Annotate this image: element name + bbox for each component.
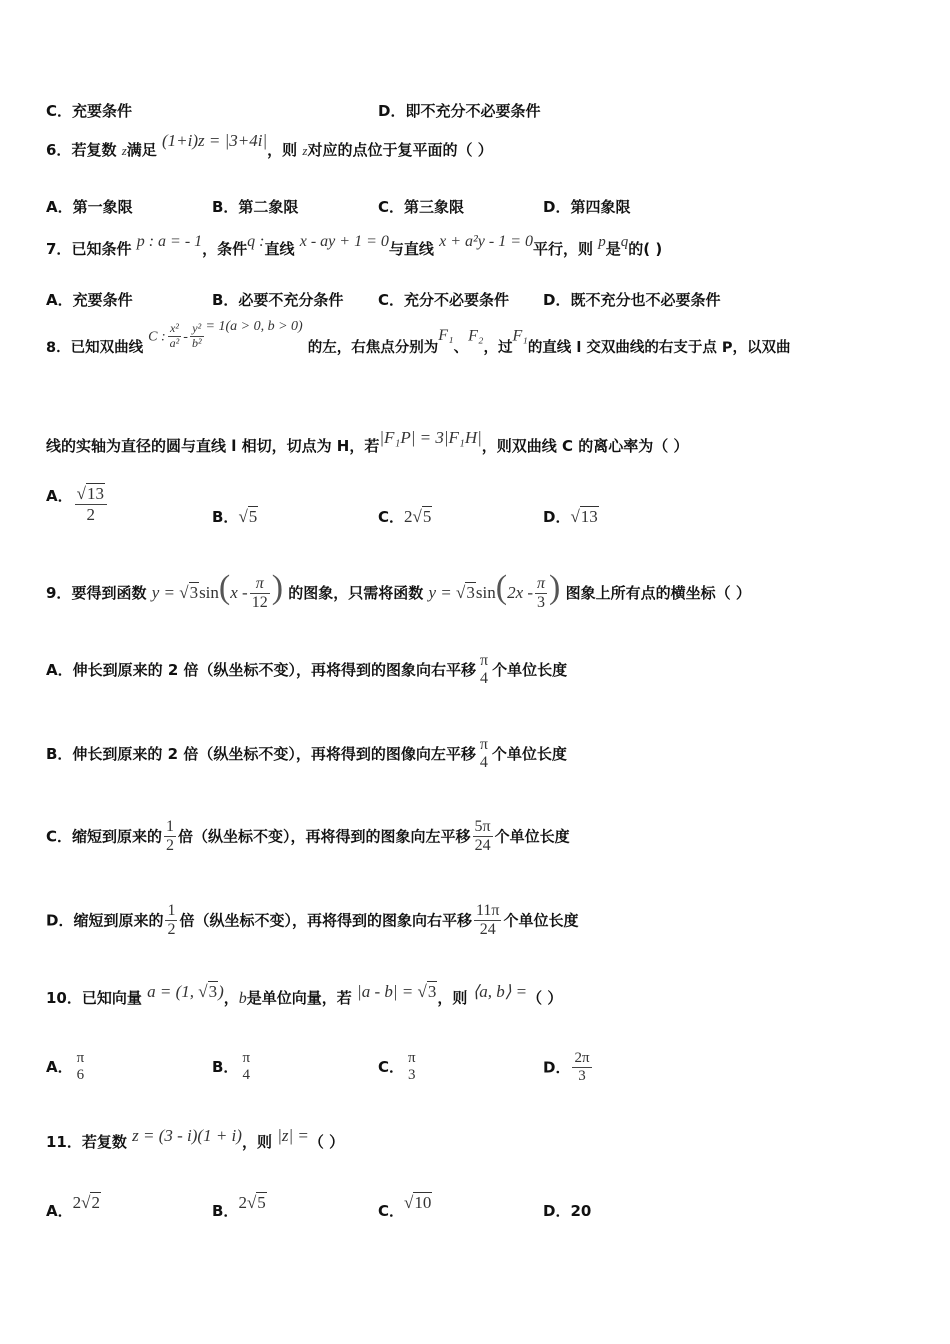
q9-func1-root: 3 [189,583,199,602]
q11-optB-coef: 2 [238,1193,247,1212]
q10-number: 10． [46,989,82,1007]
q8-optA-den: 2 [86,504,96,524]
q10-post: （ ） [527,989,563,1007]
q8-a2: a² [169,335,180,350]
q7-option-b: B．必要不充分条件 [212,291,344,309]
q9-optC-num: 5π [473,818,493,837]
q8-ratio: |F₁P| = 3|F₁H| [379,428,482,447]
q9-func2-num: π [535,575,547,594]
q9-optD-hn: 1 [165,902,177,921]
q7-line1: x - ay + 1 = 0 [299,233,389,250]
q7-mid1: ，条件 [202,240,248,258]
q8-optA-num: √13 [75,484,107,505]
q6-post2: 对应的点位于复平面的（ ） [307,141,493,159]
q8-y2: y² [190,322,204,337]
q9-mid: 的图象，只需将函数 [288,584,424,602]
q11-pre: 若复数 [81,1133,127,1151]
q8-optA-frac [75,484,107,524]
q9-func1-num: π [250,575,270,594]
q11-number: 11． [46,1133,82,1151]
q8-frac-y [190,322,204,351]
q7-cond-q: q : [247,233,265,250]
q10-optC-label: C． [378,1057,405,1076]
q10-cond-root: 3 [427,982,437,1001]
q8-line2-post: ，则双曲线 C 的离心率为（ ） [481,437,689,455]
q7-cond-p: p : a = - 1 [136,233,203,250]
q10-angle: ⟨a, b⟩ = [472,982,528,1001]
q9-option-d [46,902,578,940]
q8-optC-coef: 2 [404,507,413,526]
q7-line2: x + a²y - 1 = 0 [439,233,534,250]
q9-optB-pre: B．伸长到原来的 2 倍（纵坐标不变），再将得到的图像向左平移 [46,744,476,763]
q6-var-z2: z [302,143,308,158]
q9-optA-post: 个单位长度 [492,660,568,679]
q11-stem [46,1126,345,1152]
q9-optC-post: 个单位长度 [494,827,570,846]
q9-number: 9． [46,584,72,602]
q8-cond: = 1(a > 0, b > 0) [205,319,303,335]
q10-stem [46,982,563,1008]
q10-optA-den: 6 [76,1067,85,1084]
q11-option-a: A．2√2 [46,1193,100,1220]
q9-func2-sin: sin [475,583,496,602]
q10-optC-den: 3 [408,1067,416,1084]
q11-optC-root: 10 [414,1193,432,1212]
q9-func1-sin: sin [199,583,219,602]
q9-optB-post: 个单位长度 [491,744,567,763]
q9-optD-post: 个单位长度 [503,911,579,930]
q10-option-a [46,1050,88,1085]
q8-option-b: B．√5 [212,507,258,526]
q9-optC-hn: 1 [164,818,176,837]
q6-option-c: C．第三象限 [378,198,465,216]
q7-option-a: A．充要条件 [46,291,133,309]
q9-optD-pre: D．缩短到原来的 [46,911,164,930]
q8-option-c: C．2√5 [378,507,432,526]
q9-stem: 9．要得到函数 y = √3sin(x - $\frac{\pi}{12}$ ) 的图象，只需将函数 y = √3sin(2x - $\frac{\pi}{3}$ ) 图象上所有点的横坐标（ ） [46,569,751,611]
q7-var-p: p [598,234,606,250]
q8-minus: - [183,329,188,345]
q10-pre: 已知向量 [81,989,142,1007]
q5-option-c: C．充要条件 [46,102,133,120]
q8-x2: x² [168,322,182,337]
q7-option-d: D．既不充分也不必要条件 [543,291,721,309]
q5-option-d: D．即不充分不必要条件 [378,102,541,120]
q9-func2-den: 3 [537,594,546,611]
q10-optB-num: π [242,1050,251,1066]
q9-optB-num: π [479,736,488,753]
q9-func2-frac [535,575,547,613]
q10-vec-a: a = (1, √3) [147,982,224,1001]
q9-func2-lhs: y = [428,583,457,602]
q10-var-b: b [238,990,247,1007]
q8-optB-val: 5 [248,507,258,526]
q6-mid: 满足 [126,141,157,159]
q10-optD-label: D． [543,1058,571,1077]
q6-var-z: z [121,143,127,158]
q8-optA-label: A． [46,486,73,505]
q9-func1-lhs: y = [151,583,180,602]
q6-pre: 若复数 [71,141,117,159]
q11-modulus: |z| = [277,1126,309,1145]
q9-optC-frac [473,818,493,856]
q8-option-a [46,484,109,524]
q9-optD-mid: 倍（纵坐标不变），再将得到的图象向右平移 [179,911,472,930]
q7-number: 7． [46,240,72,258]
q9-func1-x: x - [230,583,248,602]
q11-optA-coef: 2 [72,1193,82,1212]
q10-optB-label: B． [212,1057,239,1076]
q8-f1: F₁ [438,327,454,345]
q6-post: ，则 [267,141,298,159]
q11-optB-root: 5 [257,1193,266,1212]
q8-optB-label: B． [212,508,239,526]
q9-option-b [46,736,567,773]
q7-mid5: 是 [605,240,621,258]
q8-pre: 已知双曲线 [70,340,144,357]
q8-optD-val: 13 [580,507,598,526]
q10-mid3: ，则 [437,989,468,1007]
q7-mid4: 平行，则 [533,240,594,258]
q9-func1-frac [250,575,270,613]
q8-text1: 的左，右焦点分别为 [307,340,439,357]
q9-option-a [46,652,567,689]
q6-equation: (1+i)z = |3+4i| [162,131,268,150]
q10-mid1: ， [223,989,239,1007]
q10-vec-a-root: 3 [208,982,218,1001]
q11-option-b: B．2√5 [212,1193,266,1220]
q10-option-b [212,1050,254,1085]
q9-optB-den: 4 [479,754,488,772]
q8-text2: ，过 [483,340,513,357]
q9-post: 图象上所有点的横坐标（ ） [565,584,751,602]
q8-curve-lhs: C : [148,329,166,345]
q8-stem [46,319,791,357]
q9-optD-half [165,902,177,940]
q8-number: 8． [46,340,71,357]
q10-optD-den: 3 [578,1068,586,1085]
q8-stem-line2 [46,428,689,455]
q11-mid: ，则 [241,1133,272,1151]
q9-optA-num: π [480,652,489,669]
q11-optB-label: B． [212,1202,239,1220]
q9-optA-pre: A．伸长到原来的 2 倍（纵坐标不变），再将得到的图象向右平移 [46,660,476,679]
q10-optA-label: A． [46,1057,73,1076]
q7-pre: 已知条件 [71,240,132,258]
q10-mid2: 是单位向量，若 [246,989,352,1007]
q9-optD-hd: 2 [167,921,176,939]
q7-mid3: 与直线 [388,240,434,258]
q9-optD-frac [474,902,501,940]
q10-option-c [378,1050,420,1085]
q11-option-c: C．√10 [378,1193,432,1220]
q8-b2: b² [191,335,202,350]
q8-f2: F₂ [468,327,484,345]
q6-option-d: D．第四象限 [543,198,631,216]
q8-frac-x [168,322,182,351]
q8-optC-val: 5 [422,507,432,526]
q9-optC-den: 24 [474,837,491,855]
q8-optD-label: D． [543,508,571,526]
q9-optA-den: 4 [480,670,489,688]
q9-optC-mid: 倍（纵坐标不变），再将得到的图象向左平移 [178,827,471,846]
q11-optA-root: 2 [91,1193,100,1212]
q9-optD-den: 24 [479,921,496,939]
q7-post: 的( ) [628,240,663,258]
q10-optD-num: 2π [572,1050,591,1068]
q10-optA-num: π [76,1050,85,1066]
q11-option-d: D．20 [543,1202,592,1220]
q9-pre: 要得到函数 [71,584,147,602]
q7-option-c: C．充分不必要条件 [378,291,510,309]
q9-optC-half [164,818,176,856]
q11-optC-label: C． [378,1202,405,1220]
q9-func2-root: 3 [466,583,475,602]
q9-optB-frac [478,736,490,773]
q9-func1-den: 12 [251,594,268,611]
q6-number: 6． [46,141,72,159]
q8-line2-text: 线的实轴为直径的圆与直线 l 相切，切点为 H，若 [46,437,380,455]
q8-text3: 的直线 l 交双曲线的右支于点 P，以双曲 [527,340,791,357]
q8-sep: 、 [453,340,469,357]
q11-post: （ ） [308,1133,345,1151]
q7-var-q: q [620,234,629,250]
q6-stem [46,131,493,160]
q7-mid2: 直线 [264,240,295,258]
q10-optC-num: π [408,1050,416,1066]
q9-option-c [46,818,570,856]
q6-option-b: B．第二象限 [212,198,299,216]
q8-optC-label: C． [378,508,405,526]
q6-option-a: A．第一象限 [46,198,133,216]
q9-optC-hd: 2 [166,837,175,855]
q10-cond: |a - b| = √3 [357,982,437,1001]
q9-optA-frac [478,652,490,689]
q9-optD-num: 11π [474,902,501,921]
q7-stem [46,233,663,259]
q10-option-d [543,1050,594,1086]
q9-optC-pre: C．缩短到原来的 [46,827,163,846]
q10-optB-den: 4 [242,1067,250,1084]
q11-equation: z = (3 - i)(1 + i) [132,1126,242,1145]
q11-optA-label: A． [46,1202,73,1220]
q9-func2-x: 2x - [507,583,534,602]
q8-f1b: F₁ [512,327,528,345]
q8-option-d: D．√13 [543,507,598,526]
